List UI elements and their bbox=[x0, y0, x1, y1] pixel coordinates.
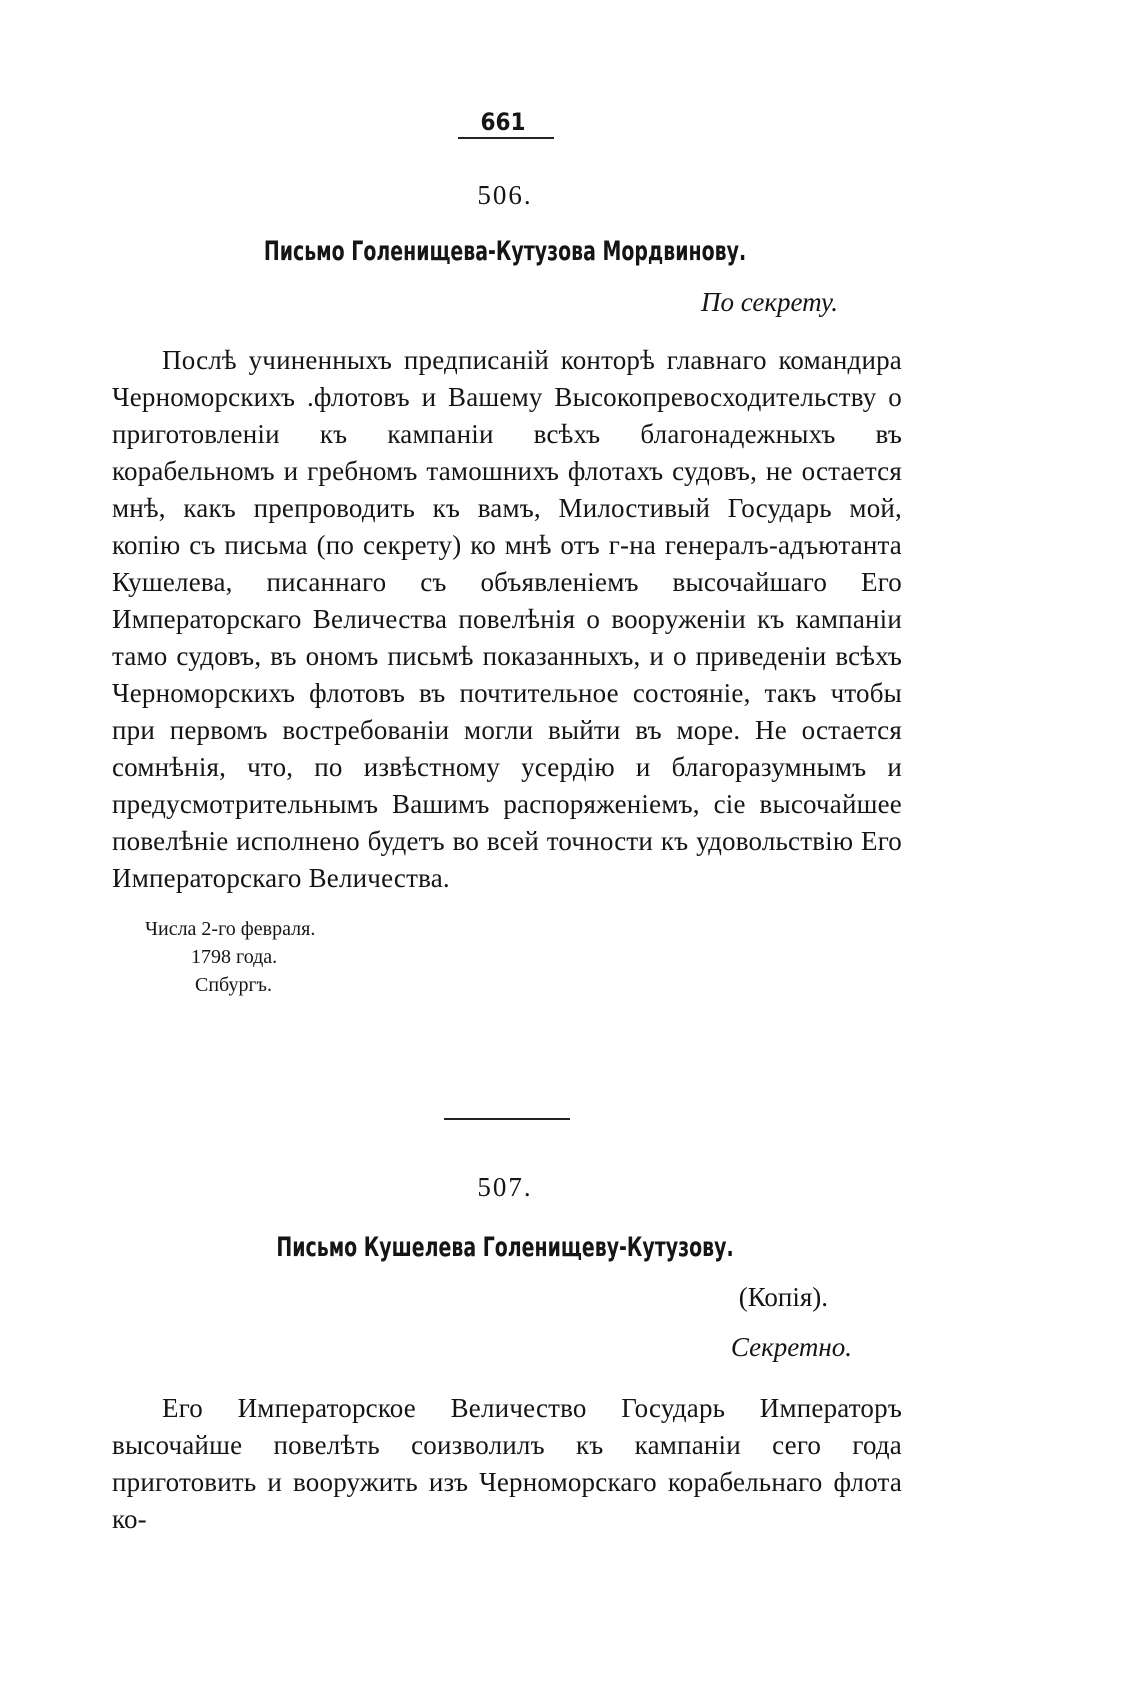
secrecy-marker: По секрету. bbox=[701, 287, 838, 317]
signoff-year: 1798 года. bbox=[191, 946, 278, 968]
secrecy-marker: Секретно. bbox=[730, 1332, 852, 1362]
copy-marker: (Копія). bbox=[738, 1282, 828, 1312]
signoff-place: Спбургъ. bbox=[195, 974, 273, 996]
signoff-date: Числа 2-го февраля. bbox=[145, 918, 316, 940]
section-divider bbox=[444, 1118, 570, 1120]
page-number: 661 bbox=[480, 108, 526, 136]
letter-body bbox=[112, 342, 902, 897]
document-title: Письмо Кушелева Голенищеву-Кутузову. bbox=[276, 1232, 734, 1263]
document-number: 507. bbox=[477, 1172, 533, 1202]
letter-paragraph: Послѣ учиненныхъ предписаній конторѣ главнаго командира Черноморскихъ .флотовъ и Вашему Высокопревосходительству о приготовленіи къ кампаніи всѣхъ благонадежныхъ въ корабельномъ и гребномъ тамошнихъ флотахъ судовъ, не остается мнѣ, какъ препроводить къ вамъ, Милостивый Государь мой, копію съ письма (по секрету) ко мнѣ отъ г-на генералъ-адъютанта Кушелева, писаннаго съ объявленіемъ высочайшаго Его Императорскаго Величества повелѣнія о вооруженіи къ кампаніи тамо судовъ, въ ономъ письмѣ показанныхъ, и о приведеніи всѣхъ Черноморскихъ флотовъ въ почтительное состояніе, такъ чтобы при первомъ востребованіи могли выйти въ море. Не остается сомнѣнія, что, по извѣстному усердію и благоразумнымъ и предусмотрительнымъ Вашимъ распоряженіемъ, сіе высочайшее повелѣніе исполнено будетъ во всей точности къ удовольствію Его Императорскаго Величества. bbox=[112, 345, 902, 893]
letter-paragraph: Его Императорское Величество Государь Императоръ высочайше повелѣть соизволилъ къ кампаніи сего года приготовить и вооружить изъ Черноморскаго корабельнаго флота ко- bbox=[112, 1393, 902, 1534]
document-title: Письмо Голенищева-Кутузова Мордвинову. bbox=[263, 236, 747, 267]
document-number: 506. bbox=[477, 180, 533, 210]
letter-signoff bbox=[145, 915, 315, 999]
page-number-underline bbox=[458, 137, 554, 139]
letter-body bbox=[112, 1390, 902, 1538]
